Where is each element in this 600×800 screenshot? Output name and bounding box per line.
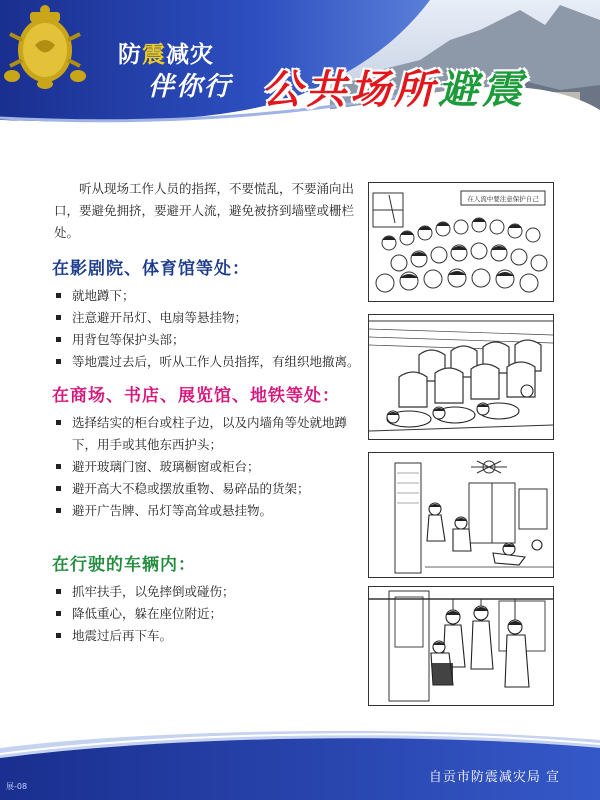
theater-illustration [368,314,554,440]
crowd-illustration [368,182,554,302]
seismograph-logo-icon [0,0,90,90]
list-item: 注意避开吊灯、电扇等悬挂物； [50,307,360,329]
list-item: 就地蹲下； [50,285,360,307]
list-item: 避开高大不稳或摆放重物、易碎品的货架； [50,478,360,500]
slogan-word-jianzai: 减灾 [166,42,214,68]
footer-banner [0,718,600,800]
crowd-sign-text: 在人流中要注意保护自己 [467,195,539,203]
section-list-vehicle [50,581,360,647]
page-title [262,58,526,115]
section-list-mall [50,412,360,522]
bus-illustration [368,586,554,706]
intro-paragraph: 听从现场工作人员的指挥，不要慌乱，不要涌向出口，要避免拥挤，要避开人流，避免被挤到墙壁或栅栏处。 [54,181,355,240]
list-item: 等地震过去后，听从工作人员指挥，有组织地撤离。 [50,351,360,373]
section-title-vehicle: 在行驶的车辆内： [52,555,196,575]
slogan-word-zhen: 震 [142,42,166,68]
crowd-drawing [369,183,553,301]
list-item: 降低重心，躲在座位附近； [50,603,360,625]
slogan-word-fang: 防 [118,42,142,68]
mall-illustration [368,452,554,578]
publisher-credit: 自贡市防震减灾局 宣 [428,770,560,785]
list-item: 避开广告牌、吊灯等高耸或悬挂物。 [50,500,360,522]
header-banner [0,0,600,150]
list-item: 抓牢扶手，以免摔倒或碰伤； [50,581,360,603]
section-list-theater [50,285,360,373]
text-content [50,178,360,655]
section-title-theater: 在影剧院、体育馆等处： [52,259,250,279]
list-item: 选择结实的柜台或柱子边，以及内墙角等处就地蹲下，用手或其他东西护头； [50,412,360,456]
page-title-part-1: 公共场所 [262,67,438,113]
theater-drawing [369,315,553,439]
mall-drawing [369,453,553,577]
list-item: 地震过后再下车。 [50,625,360,647]
slogan-line-1 [118,36,214,69]
list-item: 用背包等保护头部； [50,329,360,351]
list-item: 避开玻璃门窗、玻璃橱窗或柜台； [50,456,360,478]
section-title-mall: 在商场、书店、展览馆、地铁等处： [52,386,340,406]
bus-drawing [369,587,553,705]
slogan-line-2: 伴你行 [148,72,233,102]
page-title-part-2: 避震 [438,67,526,113]
page-number: 展-08 [6,782,28,791]
